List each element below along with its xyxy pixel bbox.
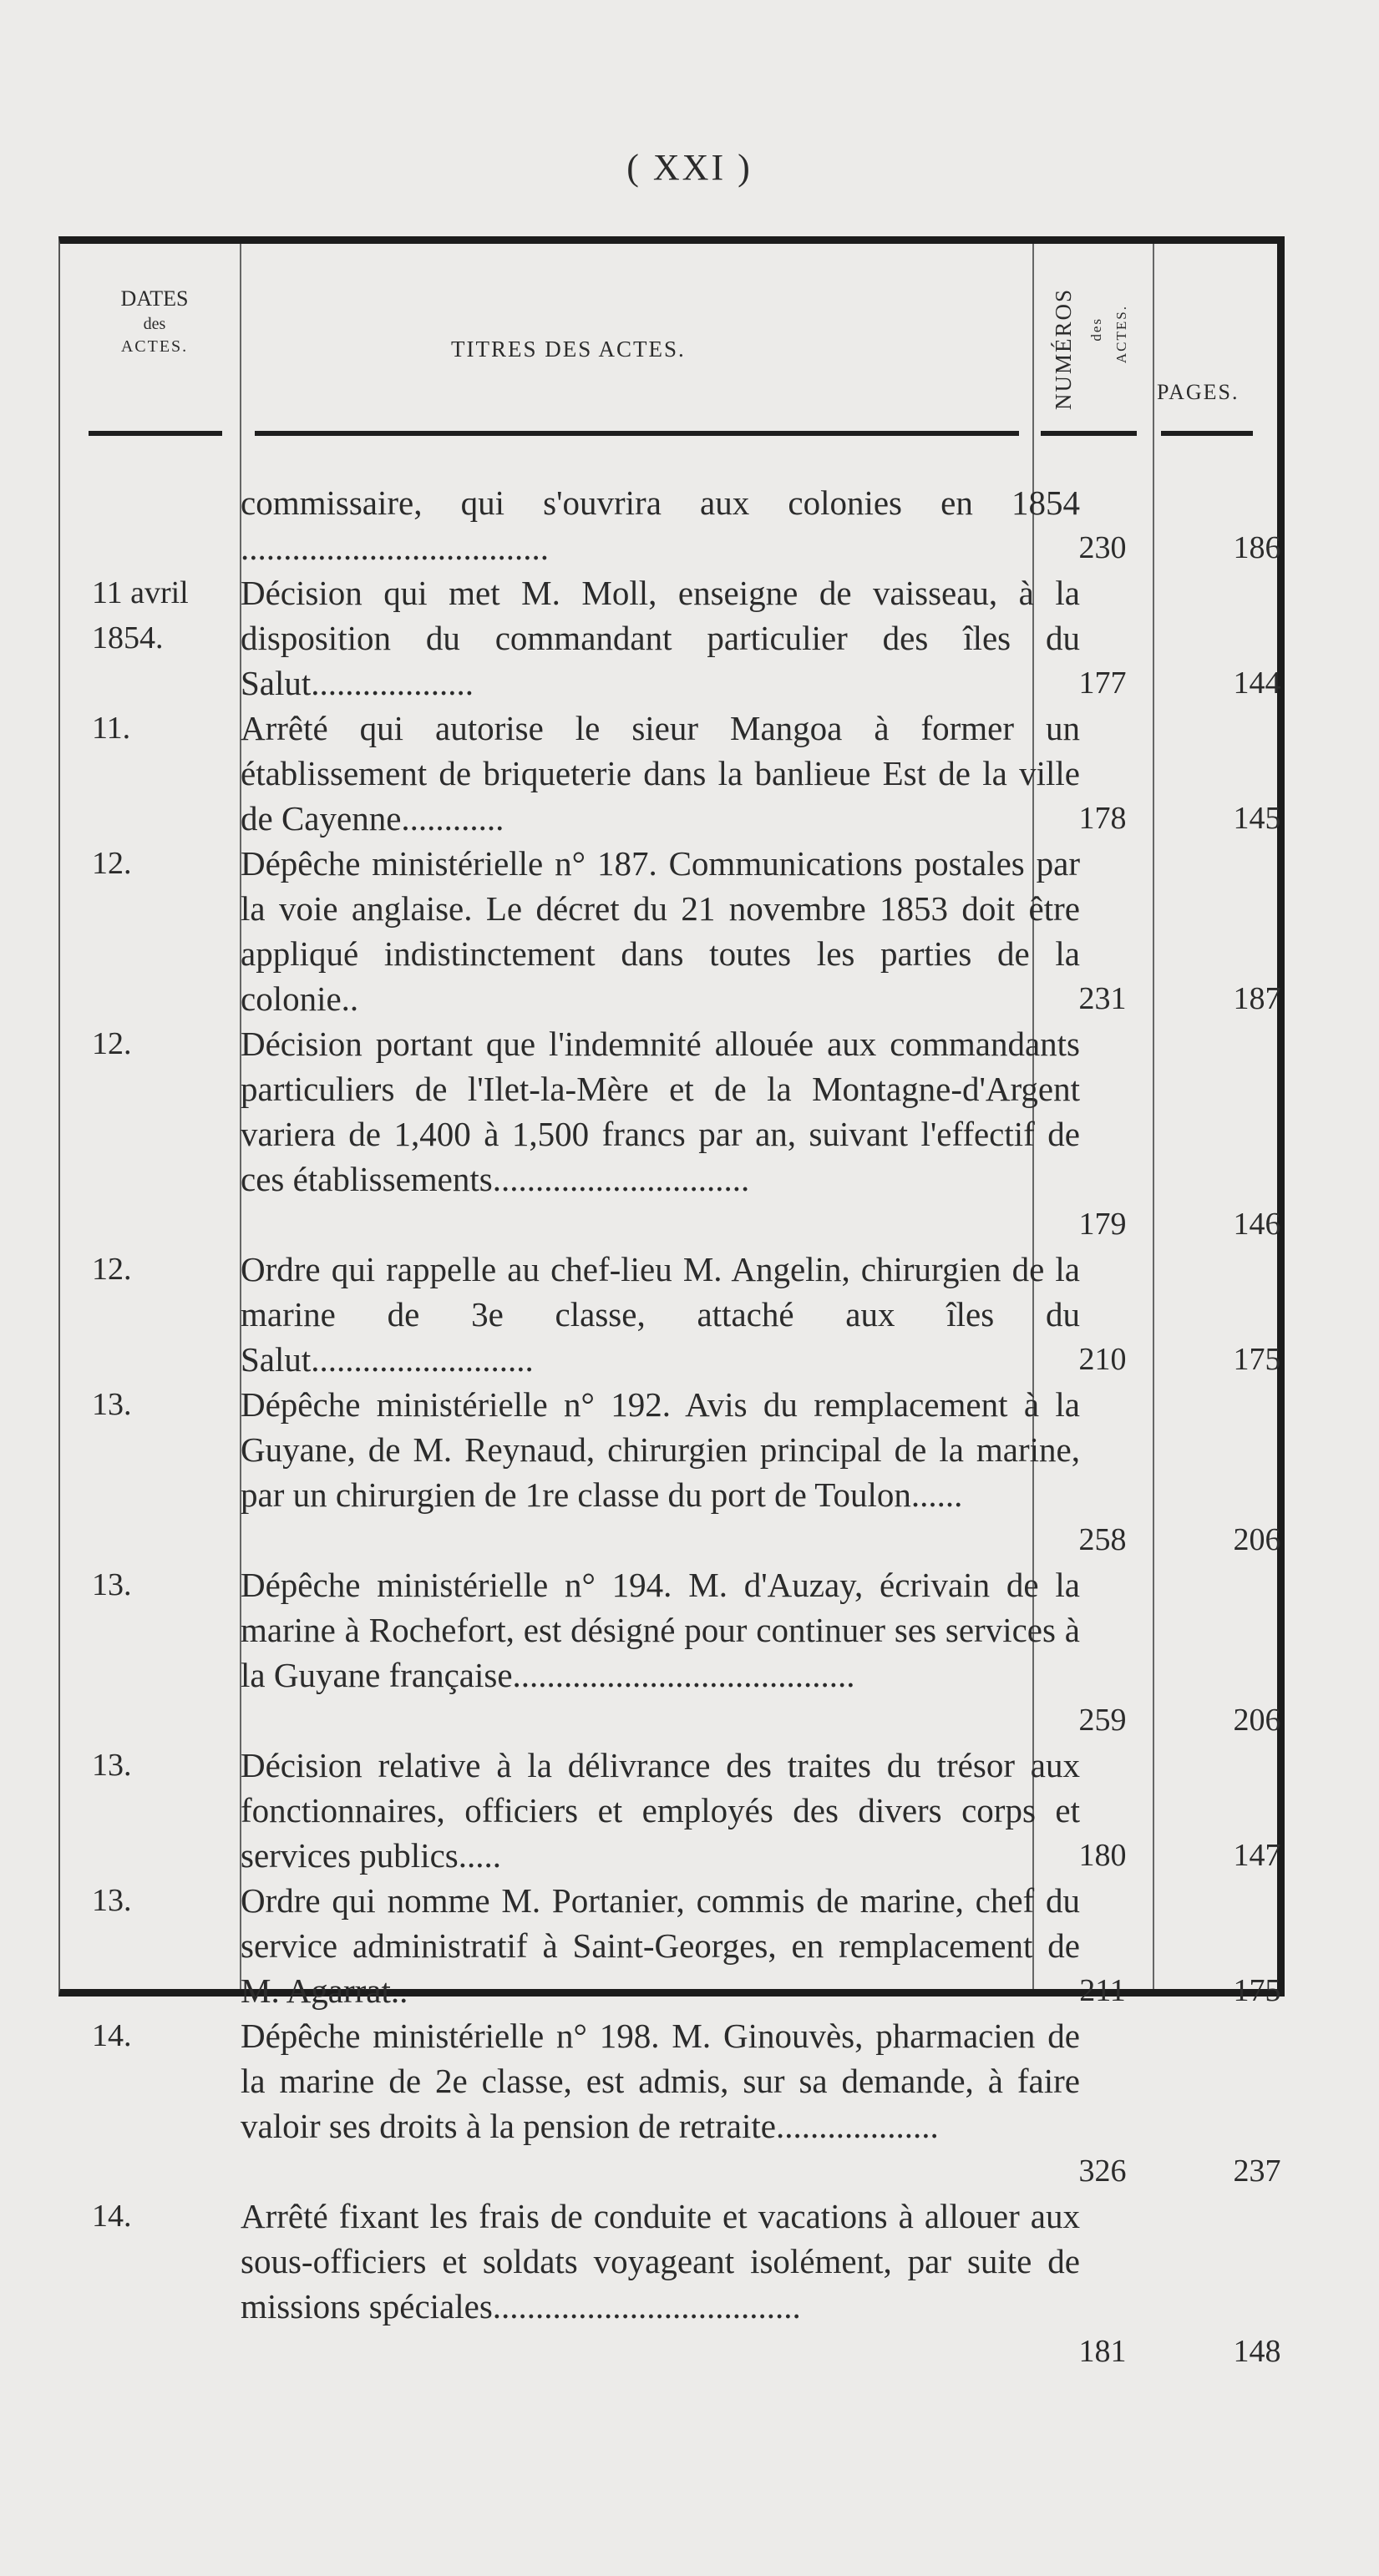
header-numbers-mid: des bbox=[1088, 317, 1104, 342]
row-page: 148 bbox=[1233, 2334, 1281, 2369]
row-page: 147 bbox=[1233, 1838, 1281, 1873]
row-number: 259 bbox=[1078, 1703, 1127, 1738]
row-title: Décision qui met M. Moll, enseigne de vaisseau, à la disposition du commandant particulier des îles du Salut................... bbox=[241, 574, 1080, 702]
row-date: 11 avril 1854. bbox=[92, 575, 189, 655]
row-title: Arrêté qui autorise le sieur Mangoa à former un établissement de briqueterie dans la banlieue Est de la ville de Cayenne............ bbox=[241, 709, 1080, 838]
row-number: 230 bbox=[1078, 530, 1127, 565]
row-number: 177 bbox=[1078, 666, 1127, 701]
header-dates-mid: des bbox=[143, 315, 166, 334]
row-title: Arrêté fixant les frais de conduite et vacations à allouer aux sous-officiers et soldats voyageant isolément, par suite de missions spéciales.................................... bbox=[241, 2197, 1080, 2325]
row-page: 175 bbox=[1233, 1342, 1281, 1377]
header-dates-top: DATES bbox=[120, 286, 189, 311]
header-rule-dates bbox=[89, 431, 222, 436]
row-date: 13. bbox=[92, 1387, 132, 1422]
row-page: 175 bbox=[1233, 1973, 1281, 2008]
row-page: 146 bbox=[1233, 1207, 1281, 1242]
header-titles: TITRES DES ACTES. bbox=[451, 337, 686, 362]
row-title: Décision relative à la délivrance des traites du trésor aux fonctionnaires, officiers et employés des divers corps et services publics..... bbox=[241, 1746, 1080, 1875]
row-title: Ordre qui rappelle au chef-lieu M. Angelin, chirurgien de la marine de 3e classe, attaché aux îles du Salut.......................... bbox=[241, 1250, 1080, 1379]
row-page: 237 bbox=[1233, 2153, 1281, 2189]
row-title: Dépêche ministérielle n° 198. M. Ginouvès, pharmacien de la marine de 2e classe, est admis, sur sa demande, à faire valoir ses droits à la pension de retraite................... bbox=[241, 2017, 1080, 2145]
row-title: Décision portant que l'indemnité allouée aux commandants particuliers de l'Ilet-la-Mère et de la Montagne-d'Argent variera de 1,400 à 1,500 francs par an, suivant l'effectif de ces établissements.............................. bbox=[241, 1025, 1080, 1198]
row-date: 14. bbox=[92, 2199, 132, 2234]
header-pages: PAGES. bbox=[1157, 380, 1240, 404]
row-number: 181 bbox=[1078, 2334, 1127, 2369]
header-numbers-bottom: ACTES. bbox=[1113, 305, 1129, 364]
row-page: 206 bbox=[1233, 1703, 1281, 1738]
row-title: Dépêche ministérielle n° 192. Avis du remplacement à la Guyane, de M. Reynaud, chirurgien principal de la marine, par un chirurgien de 1re classe du port de Toulon...... bbox=[241, 1385, 1080, 1514]
row-page: 187 bbox=[1233, 981, 1281, 1016]
row-date: 13. bbox=[92, 1883, 132, 1918]
row-date: 12. bbox=[92, 1252, 132, 1287]
row-title: Ordre qui nomme M. Portanier, commis de marine, chef du service administratif à Saint-Georges, en remplacement de M. Agarrat.. bbox=[241, 1881, 1080, 2010]
row-number: 258 bbox=[1078, 1522, 1127, 1557]
row-date: 13. bbox=[92, 1567, 132, 1602]
page-header: ( XXI ) bbox=[626, 147, 753, 188]
row-number: 326 bbox=[1078, 2153, 1127, 2189]
row-title: Dépêche ministérielle n° 194. M. d'Auzay, écrivain de la marine à Rochefort, est désigné pour continuer ses services à la Guyane française........................................ bbox=[241, 1566, 1080, 1694]
row-title: Dépêche ministérielle n° 187. Communications postales par la voie anglaise. Le décret du 21 novembre 1853 doit être appliqué indistinctement dans toutes les parties de la colonie.. bbox=[241, 844, 1080, 1018]
row-number: 211 bbox=[1079, 1973, 1126, 2008]
row-page: 206 bbox=[1233, 1522, 1281, 1557]
row-page: 144 bbox=[1233, 666, 1281, 701]
header-numbers: NUMÉROS bbox=[1051, 288, 1076, 411]
header-dates bbox=[79, 284, 230, 358]
row-date: 12. bbox=[92, 846, 132, 881]
row-number: 231 bbox=[1078, 981, 1127, 1016]
row-number: 210 bbox=[1078, 1342, 1127, 1377]
row-date: 11. bbox=[92, 711, 131, 746]
row-page: 145 bbox=[1233, 801, 1281, 836]
row-date: 12. bbox=[92, 1026, 132, 1061]
row-date: 14. bbox=[92, 2018, 132, 2053]
row-number: 179 bbox=[1078, 1207, 1127, 1242]
row-number: 180 bbox=[1078, 1838, 1127, 1873]
header-rule-titles bbox=[255, 431, 1019, 436]
row-title: commissaire, qui s'ouvrira aux colonies en 1854 .................................... bbox=[241, 483, 1080, 567]
header-rule-pages bbox=[1161, 431, 1253, 436]
row-date: 13. bbox=[92, 1748, 132, 1783]
header-rule-numbers bbox=[1041, 431, 1137, 436]
row-page: 186 bbox=[1233, 530, 1281, 565]
header-dates-bottom: ACTES. bbox=[120, 337, 189, 357]
row-number: 178 bbox=[1078, 801, 1127, 836]
